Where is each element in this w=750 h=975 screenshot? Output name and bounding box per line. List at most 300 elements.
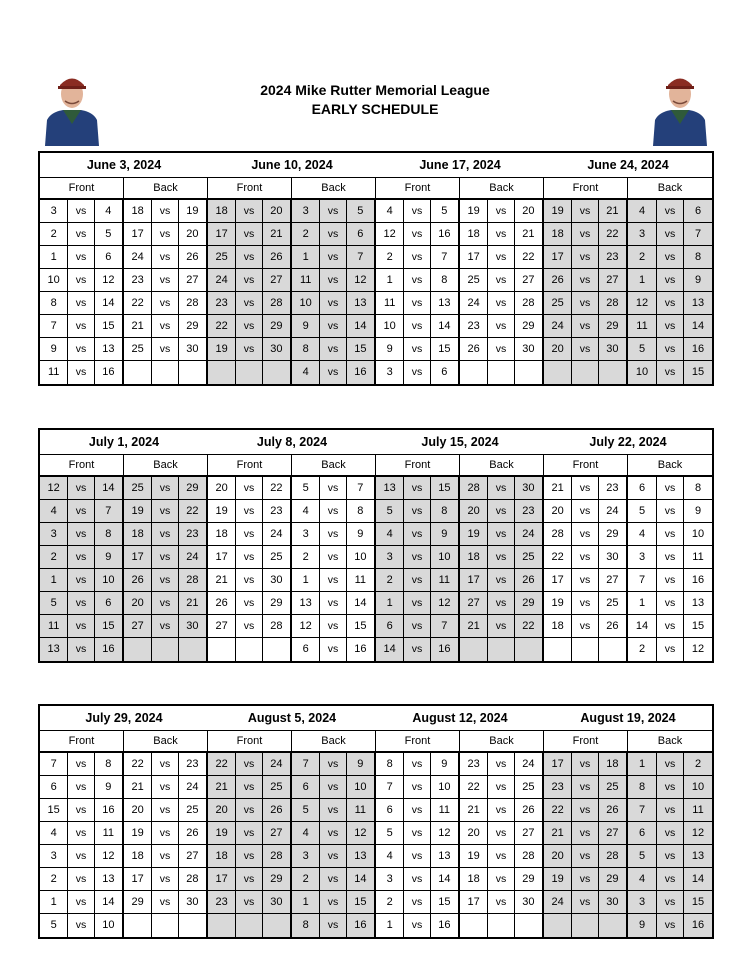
team-a: 5 [302,482,309,494]
vs-label [487,361,514,384]
team-a: 23 [551,781,564,793]
matchup-row [376,246,458,269]
matchup-row [40,477,122,500]
vs-label: vs [487,822,514,844]
vs-label [151,638,178,661]
team-b: 16 [354,366,367,378]
vs-label: vs [656,292,684,314]
matchup-row [292,269,374,292]
team-b: 7 [357,251,364,263]
team-b: 7 [105,505,112,517]
team-b: 30 [522,343,535,355]
team-a: 17 [215,228,228,240]
vs-label: vs [151,200,178,222]
matchup-row [544,546,626,569]
front-nine-block [208,200,292,384]
team-a: 17 [131,551,144,563]
team-a: 1 [50,896,57,908]
team-b: 29 [606,528,619,540]
back-nine-block [124,200,208,384]
vs-label: vs [319,914,346,937]
matchup-row [208,523,290,546]
front-label: Front [40,455,124,475]
vs-label: vs [319,361,346,384]
matchup-row [544,500,626,523]
matchup-row [208,546,290,569]
week-date: August 19, 2024 [580,711,676,725]
team-b: 23 [606,482,619,494]
team-a: 12 [383,228,396,240]
vs-label: vs [403,361,430,384]
matchup-row [460,592,542,615]
back-label: Back [460,178,544,198]
matchup-row [40,891,122,914]
team-a: 1 [638,597,646,609]
vs-label: vs [319,845,346,867]
vs-label: vs [67,546,94,568]
vs-label: vs [151,223,178,245]
vs-label: vs [319,638,346,661]
team-a: 25 [467,274,480,286]
matchup-row [376,223,458,246]
team-a: 22 [215,758,228,770]
vs-label: vs [151,569,178,591]
matchup-row [208,569,290,592]
matchup-row [544,569,626,592]
matchup-row [40,638,122,661]
matchup-row [292,569,374,592]
vs-label: vs [403,292,430,314]
nine-header-row [40,455,712,477]
matchup-row [544,615,626,638]
team-a: 6 [638,827,646,839]
team-a: 20 [131,804,144,816]
team-a: 1 [638,758,646,770]
matchup-row [124,592,206,615]
team-a: 22 [131,297,144,309]
team-a: 17 [215,551,228,563]
vs-label: vs [67,292,94,314]
vs-label: vs [487,200,514,222]
vs-label: vs [403,477,430,499]
team-a: 5 [302,804,309,816]
matchup-row [628,914,712,937]
matchup-row [376,615,458,638]
team-b: 14 [691,320,705,332]
team-b: 15 [354,343,367,355]
team-a: 11 [47,620,60,632]
vs-label: vs [235,776,262,798]
vs-label: vs [319,868,346,890]
matchup-row [208,200,290,223]
vs-label: vs [151,592,178,614]
week-date: July 8, 2024 [256,435,328,449]
team-a: 3 [386,366,393,378]
vs-label: vs [656,592,684,614]
matchup-row [460,523,542,546]
vs-label: vs [67,315,94,337]
matchup-row [628,638,712,661]
vs-label [235,914,262,937]
team-b: 24 [522,758,535,770]
memorial-photo-right [649,68,711,146]
team-b: 21 [606,205,619,217]
matchup-row [208,753,290,776]
vs-label: vs [403,845,430,867]
team-a: 27 [467,597,480,609]
vs-label [235,638,262,661]
team-a: 19 [467,850,480,862]
vs-label: vs [487,592,514,614]
team-b: 11 [692,804,704,816]
team-b: 27 [522,274,535,286]
matchup-row [628,500,712,523]
team-b: 9 [105,781,112,793]
back-label: Back [292,455,376,475]
front-label: Front [40,178,124,198]
vs-label [151,914,178,937]
team-b: 28 [186,873,199,885]
vs-label: vs [571,615,598,637]
team-a: 21 [467,804,480,816]
matchup-row [628,592,712,615]
team-a: 1 [638,274,646,286]
team-a [544,638,571,661]
matchup-row [292,638,374,661]
team-b [179,361,206,384]
vs-label: vs [656,569,684,591]
team-a [124,638,151,661]
vs-label: vs [319,523,346,545]
team-a: 1 [302,896,309,908]
team-b: 12 [438,827,451,839]
vs-label: vs [235,477,262,499]
team-b [179,638,206,661]
league-title: 2024 Mike Rutter Memorial League [260,82,490,98]
back-label: Back [292,178,376,198]
team-a: 6 [638,482,646,494]
week-date: June 17, 2024 [419,158,501,172]
vs-label: vs [487,615,514,637]
nine-header-row [40,178,712,200]
front-label: Front [376,731,460,751]
vs-label: vs [571,569,598,591]
team-a: 21 [467,620,480,632]
team-b: 22 [270,482,283,494]
team-b: 15 [354,896,367,908]
team-a: 2 [50,873,57,885]
back-label: Back [124,731,208,751]
team-a [208,361,235,384]
vs-label: vs [403,799,430,821]
vs-label: vs [67,477,94,499]
team-b: 13 [438,850,451,862]
team-b: 25 [522,781,535,793]
vs-label: vs [67,638,94,661]
team-b: 11 [438,804,451,816]
vs-label: vs [151,753,178,775]
team-b: 9 [357,528,364,540]
matchup-row [124,753,206,776]
team-a: 1 [386,597,393,609]
matchup-row [124,315,206,338]
matchup-row [628,200,712,223]
matchup-row [376,914,458,937]
team-b: 16 [354,919,367,931]
nine-header-row [40,731,712,753]
team-b: 19 [186,205,199,217]
matchup-row [124,569,206,592]
matchup-row [208,338,290,361]
vs-label: vs [403,569,430,591]
front-nine-block [40,477,124,661]
front-nine-block [544,753,628,937]
team-a: 8 [638,781,646,793]
team-b: 14 [438,873,451,885]
matchup-row [628,868,712,891]
matchup-row [544,822,626,845]
vs-label: vs [571,246,598,268]
team-a: 13 [47,643,60,655]
matchup-row [208,292,290,315]
team-a: 17 [131,228,144,240]
back-label: Back [124,178,208,198]
team-b: 24 [270,758,283,770]
team-a: 19 [467,528,480,540]
matchup-row [292,361,374,384]
matchup-row [124,338,206,361]
vs-label: vs [571,546,598,568]
vs-label: vs [487,269,514,291]
team-a: 5 [50,597,57,609]
matchup-row [544,246,626,269]
matchup-row [292,822,374,845]
team-a: 4 [386,528,393,540]
vs-label: vs [67,269,94,291]
team-b: 16 [102,366,115,378]
team-b: 12 [102,274,115,286]
matchup-row [376,845,458,868]
matchup-row [460,269,542,292]
vs-label: vs [67,338,94,360]
vs-label: vs [151,546,178,568]
vs-label: vs [487,776,514,798]
team-b: 10 [354,781,367,793]
team-b: 28 [270,620,283,632]
matchup-row [40,822,122,845]
team-a: 7 [50,758,57,770]
team-b: 30 [522,482,535,494]
vs-label: vs [487,246,514,268]
matchup-row [544,223,626,246]
vs-label: vs [235,500,262,522]
vs-label: vs [656,868,684,890]
matchup-row [40,592,122,615]
team-b: 25 [186,804,199,816]
team-b [179,914,206,937]
vs-label: vs [656,845,684,867]
vs-label: vs [319,223,346,245]
team-b: 11 [102,827,115,839]
team-a: 19 [131,505,144,517]
front-label: Front [544,455,628,475]
team-b: 9 [105,551,112,563]
vs-label: vs [319,615,346,637]
team-b: 14 [102,896,115,908]
matchup-row [628,292,712,315]
matchup-row [124,292,206,315]
team-b: 27 [270,274,283,286]
team-b: 28 [186,574,199,586]
matchup-row [544,477,626,500]
team-a: 17 [467,896,480,908]
matchup-row [40,361,122,384]
vs-label: vs [571,799,598,821]
team-a [460,914,487,937]
team-b: 5 [357,205,364,217]
vs-label: vs [235,592,262,614]
vs-label: vs [319,315,346,337]
team-a: 9 [638,919,646,931]
vs-label: vs [235,615,262,637]
team-a: 8 [302,343,309,355]
team-a: 13 [383,482,396,494]
team-a: 4 [638,205,646,217]
vs-label: vs [656,638,684,661]
vs-label: vs [67,776,94,798]
team-a: 3 [386,551,393,563]
team-b: 29 [522,873,535,885]
vs-label: vs [319,269,346,291]
team-a: 2 [302,228,309,240]
team-a: 26 [215,597,228,609]
team-b [515,638,542,661]
team-b: 2 [694,758,702,770]
team-a: 19 [551,205,564,217]
matchup-row [124,914,206,937]
team-a: 6 [302,643,309,655]
matchup-row [628,361,712,384]
team-b: 21 [186,597,199,609]
team-a: 19 [551,597,564,609]
matchup-row [376,592,458,615]
matchup-row [124,799,206,822]
matchup-row [628,822,712,845]
team-a: 9 [50,343,57,355]
vs-label: vs [487,753,514,775]
vs-label: vs [571,200,598,222]
team-a: 24 [551,320,564,332]
matchup-row [40,914,122,937]
matchup-row [208,477,290,500]
team-a: 23 [467,758,480,770]
team-b: 26 [186,251,199,263]
vs-label: vs [403,546,430,568]
matchup-row [124,546,206,569]
team-a: 20 [551,505,564,517]
vs-label: vs [656,799,684,821]
matchup-row [376,868,458,891]
vs-label: vs [151,523,178,545]
team-a: 18 [467,228,480,240]
team-b: 10 [102,574,115,586]
team-b: 15 [102,620,115,632]
front-nine-block [376,200,460,384]
team-a: 28 [467,482,480,494]
matchup-row [124,523,206,546]
matchup-row [376,338,458,361]
team-a: 8 [386,758,393,770]
vs-label: vs [235,292,262,314]
vs-label: vs [487,845,514,867]
team-b: 6 [694,205,702,217]
team-b: 27 [522,827,535,839]
team-a [124,914,151,937]
matchup-row [628,799,712,822]
vs-label: vs [67,523,94,545]
vs-label: vs [151,338,178,360]
vs-label: vs [656,315,684,337]
matchup-row [460,569,542,592]
team-b: 8 [105,758,112,770]
team-b: 11 [354,804,367,816]
team-a [460,638,487,661]
back-label: Back [460,731,544,751]
vs-label: vs [656,891,684,913]
matchup-row [544,338,626,361]
back-nine-block [628,200,712,384]
matchup-row [124,776,206,799]
team-a: 5 [386,505,393,517]
vs-label: vs [656,822,684,844]
team-a: 1 [50,574,57,586]
vs-label [487,638,514,661]
team-b: 6 [357,228,364,240]
matchup-row [460,638,542,661]
matchup-row [376,638,458,661]
matchup-row [292,523,374,546]
team-a: 18 [215,205,228,217]
team-a: 15 [47,804,60,816]
matchup-row [376,315,458,338]
team-a [208,638,235,661]
matchup-row [628,523,712,546]
matchup-row [628,569,712,592]
team-b: 26 [606,804,619,816]
team-b: 13 [691,850,705,862]
front-nine-block [376,477,460,661]
vs-label: vs [656,269,684,291]
team-b [599,361,626,384]
matchup-grid [40,200,712,384]
matchup-row [40,776,122,799]
vs-label: vs [319,292,346,314]
team-a: 17 [467,574,480,586]
vs-label: vs [403,638,430,661]
team-b: 13 [102,343,115,355]
matchup-row [460,500,542,523]
matchup-row [376,269,458,292]
team-b: 14 [354,320,367,332]
team-a: 1 [386,274,393,286]
team-b: 10 [102,919,115,931]
vs-label [151,361,178,384]
team-b: 26 [522,804,535,816]
team-a: 11 [636,320,648,332]
back-nine-block [460,753,544,937]
team-a: 20 [467,505,480,517]
back-nine-block [628,477,712,661]
